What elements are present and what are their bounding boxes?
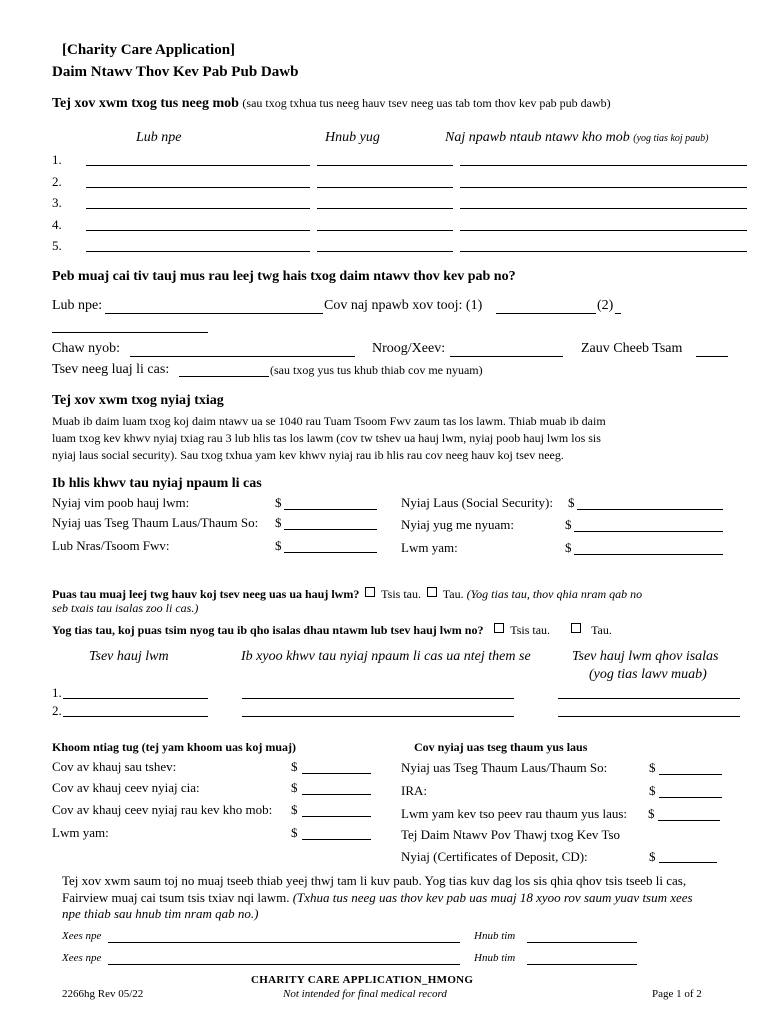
social-security-amount-field[interactable] <box>577 509 723 510</box>
col-mrn-header <box>445 131 709 145</box>
household-heading <box>52 97 611 111</box>
row-number: 3. <box>52 195 62 210</box>
insurance-question-text: Yog tias tau, koj puas tsim nyog tau ib qho isalas dhau ntawm lub tsev hauj lwm no? <box>52 623 484 637</box>
employment-note-continued: seb txais tau isalas zoo li cas.) <box>52 601 199 615</box>
currency-sign: $ <box>649 849 656 864</box>
retirement-pension-label: Nyiaj uas Tseg Thaum Laus/Thaum So: <box>401 760 608 775</box>
child-support-amount-field[interactable] <box>574 531 723 532</box>
insurance-no-checkbox[interactable] <box>494 623 504 633</box>
currency-sign: $ <box>565 517 572 532</box>
currency-sign: $ <box>568 495 575 510</box>
other-income-label: Lwm yam: <box>401 540 458 555</box>
col-dob-header: Hnub yug <box>325 130 380 145</box>
employer-insurance-field[interactable] <box>558 698 740 699</box>
currency-sign: $ <box>275 538 282 553</box>
row-number: 2. <box>52 174 62 189</box>
member-mrn-field[interactable] <box>460 208 747 209</box>
income-info-text: nyiaj laus social security). Sau txog txhua yam kev khwv nyiaj rau ib hlis rau cov neeg hauv koj tsev neeg. <box>52 448 564 462</box>
cd-amount-field[interactable] <box>659 862 717 863</box>
city-field[interactable] <box>450 356 563 357</box>
member-mrn-field[interactable] <box>460 187 747 188</box>
other-assets-amount-field[interactable] <box>302 839 371 840</box>
currency-sign: $ <box>291 759 298 774</box>
hsa-label: Cov av khauj ceev nyiaj rau kev kho mob: <box>52 802 273 817</box>
checking-amount-field[interactable] <box>302 773 371 774</box>
currency-sign: $ <box>648 806 655 821</box>
household-heading-note: (sau txog txhua tus neeg hauv tsev neeg uas tab tom thov kev pab pub dawb) <box>242 96 611 110</box>
insurance-yes-label: Tau. <box>591 623 612 637</box>
household-heading-text: Tej xov xwm txog tus neeg mob <box>52 96 239 111</box>
ira-amount-field[interactable] <box>659 797 722 798</box>
assets-heading: Khoom ntiag tug (tej yam khoom uas koj muaj) <box>52 740 297 754</box>
col-insurance-note: (yog tias lawv muab) <box>589 667 707 682</box>
member-name-field[interactable] <box>86 208 310 209</box>
currency-sign: $ <box>291 825 298 840</box>
member-name-field[interactable] <box>86 187 310 188</box>
checking-label: Cov av khauj sau tshev: <box>52 759 177 774</box>
member-name-field[interactable] <box>86 165 310 166</box>
certification-note: (Txhua tus neeg uas thov kev pab uas muaj 18 xyoo rov saum yuav tsum xees <box>292 890 693 905</box>
currency-sign: $ <box>275 495 282 510</box>
government-label: Lub Nras/Tsoom Fwv: <box>52 538 170 553</box>
insurance-no-label: Tsis tau. <box>510 623 551 637</box>
child-support-label: Nyiaj yug me nyuam: <box>401 517 515 532</box>
contact-heading: Peb muaj cai tiv tauj mus rau leej twg hais txog daim ntawv thov kev pab no? <box>52 269 516 284</box>
certification-text <box>62 891 693 904</box>
member-name-field[interactable] <box>86 251 310 252</box>
employment-no-checkbox[interactable] <box>365 587 375 597</box>
signature-date-label: Hnub tim <box>474 952 516 964</box>
retirement-pension-amount-field[interactable] <box>659 774 722 775</box>
signature-date-field[interactable] <box>527 964 637 965</box>
member-dob-field[interactable] <box>317 230 453 231</box>
signature-date-label: Hnub tim <box>474 930 516 942</box>
col-name-header: Lub npe <box>136 130 182 145</box>
col-employer-header: Tsev hauj lwm <box>89 649 169 664</box>
currency-sign: $ <box>649 760 656 775</box>
member-mrn-field[interactable] <box>460 251 747 252</box>
currency-sign: $ <box>291 802 298 817</box>
row-number: 4. <box>52 217 62 232</box>
city-label: Nroog/Xeev: <box>372 341 446 356</box>
row-number: 1. <box>52 152 62 167</box>
other-retirement-amount-field[interactable] <box>658 820 720 821</box>
member-dob-field[interactable] <box>317 251 453 252</box>
member-mrn-field[interactable] <box>460 165 747 166</box>
address-field[interactable] <box>130 356 355 357</box>
employer-income-field[interactable] <box>242 698 514 699</box>
employment-question-text: Puas tau muaj leej twg hauv koj tsev neeg uas ua hauj lwm? <box>52 587 360 601</box>
col-mrn-text: Naj npawb ntaub ntawv kho mob <box>445 130 630 145</box>
address-label: Chaw nyob: <box>52 341 121 356</box>
income-info-text: luam txog kev khwv nyiaj txiag rau 3 lub hlis tas los lawm (cov tw tshev ua hauj lwm, nyiaj poob hauj lwm los sis <box>52 431 601 445</box>
employer-field[interactable] <box>63 698 208 699</box>
government-amount-field[interactable] <box>284 552 377 553</box>
income-info-text: Muab ib daim luam txog koj daim ntawv ua se 1040 rau Tuam Tsoom Fwv zaum tas los lawm. Thiab muab ib daim <box>52 414 606 428</box>
footer-note: Not intended for final medical record <box>283 988 447 1000</box>
savings-amount-field[interactable] <box>302 794 371 795</box>
certification-text-plain: Fairview muaj cai tsum tsis txiav nqi lawm. <box>62 890 293 905</box>
cd-label-continued: Nyiaj (Certificates of Deposit, CD): <box>401 849 588 864</box>
signature-date-field[interactable] <box>527 942 637 943</box>
cd-label: Tej Daim Ntawv Pov Thawj txog Kev Tso <box>401 827 621 842</box>
currency-sign: $ <box>649 783 656 798</box>
currency-sign: $ <box>275 515 282 530</box>
employment-yes-checkbox[interactable] <box>427 587 437 597</box>
signature-field[interactable] <box>108 964 460 965</box>
contact-phone2-field[interactable] <box>615 313 621 314</box>
contact-phone1-field[interactable] <box>496 313 596 314</box>
page-number: Page 1 of 2 <box>652 988 702 1000</box>
employment-question <box>52 587 642 600</box>
unemployment-label: Nyiaj vim poob hauj lwm: <box>52 495 190 510</box>
row-number: 1. <box>52 685 62 700</box>
employment-no-label: Tsis tau. <box>381 587 421 601</box>
employer-insurance-field[interactable] <box>558 716 740 717</box>
certification-note-continued: npe thiab sau hnub tim nram qab no.) <box>62 906 259 921</box>
other-retirement-label: Lwm yam kev tso peev rau thaum yus laus: <box>401 806 628 821</box>
monthly-income-heading: Ib hlis khwv tau nyiaj npaum li cas <box>52 476 262 491</box>
pension-label: Nyiaj uas Tseg Thaum Laus/Thaum So: <box>52 515 259 530</box>
zip-label: Zauv Cheeb Tsam <box>581 341 683 356</box>
certification-text: Tej xov xwm saum toj no muaj tseeb thiab yeej thwj tam li kuv paub. Yog tias kuv dag los sis qhia qhov tsis tseeb li cas, <box>62 873 687 888</box>
col-income-header: Ib xyoo khwv tau nyiaj npaum li cas ua ntej them se <box>241 649 531 664</box>
income-info-heading: Tej xov xwm txog nyiaj txiag <box>52 393 224 408</box>
contact-phone-label: Cov naj npawb xov tooj: (1) <box>324 298 483 313</box>
row-number: 5. <box>52 238 62 253</box>
form-bracket-title: [Charity Care Application] <box>62 42 236 58</box>
insurance-question <box>52 623 612 636</box>
member-dob-field[interactable] <box>317 165 453 166</box>
form-code: 2266hg Rev 05/22 <box>62 988 144 1000</box>
form-title: Daim Ntawv Thov Kev Pab Pub Dawb <box>52 64 299 80</box>
currency-sign: $ <box>565 540 572 555</box>
member-dob-field[interactable] <box>317 187 453 188</box>
insurance-yes-checkbox[interactable] <box>571 623 581 633</box>
member-dob-field[interactable] <box>317 208 453 209</box>
social-security-label: Nyiaj Laus (Social Security): <box>401 495 553 510</box>
signature-label: Xees npe <box>62 930 102 942</box>
employer-income-field[interactable] <box>242 716 514 717</box>
unemployment-amount-field[interactable] <box>284 509 377 510</box>
hsa-amount-field[interactable] <box>302 816 371 817</box>
contact-phone2-label: (2) <box>597 298 614 313</box>
household-size-label: Tsev neeg luaj li cas: <box>52 362 170 377</box>
contact-name-label: Lub npe: <box>52 298 103 313</box>
currency-sign: $ <box>291 780 298 795</box>
zip-field[interactable] <box>696 356 728 357</box>
retirement-heading: Cov nyiaj uas tseg thaum yus laus <box>414 740 588 754</box>
other-income-amount-field[interactable] <box>574 554 723 555</box>
signature-field[interactable] <box>108 942 460 943</box>
footer-title: CHARITY CARE APPLICATION_HMONG <box>251 974 474 986</box>
employment-note: (Yog tias tau, thov qhia nram qab no <box>466 587 643 601</box>
col-insurance-header: Tsev hauj lwm qhov isalas <box>572 649 719 664</box>
col-mrn-note: (yog tias koj paub) <box>633 133 709 144</box>
pension-amount-field[interactable] <box>284 529 377 530</box>
signature-label: Xees npe <box>62 952 102 964</box>
savings-label: Cov av khauj ceev nyiaj cia: <box>52 780 200 795</box>
member-mrn-field[interactable] <box>460 230 747 231</box>
member-name-field[interactable] <box>86 230 310 231</box>
contact-phone2-continued-field[interactable] <box>52 332 208 333</box>
ira-label: IRA: <box>401 783 427 798</box>
other-assets-label: Lwm yam: <box>52 825 109 840</box>
household-size-field[interactable] <box>179 376 269 377</box>
household-size-note: (sau txog yus tus khub thiab cov me nyuam) <box>270 363 483 377</box>
employment-yes-label: Tau. <box>442 587 464 601</box>
row-number: 2. <box>52 703 62 718</box>
employer-field[interactable] <box>63 716 208 717</box>
contact-name-field[interactable] <box>105 313 323 314</box>
